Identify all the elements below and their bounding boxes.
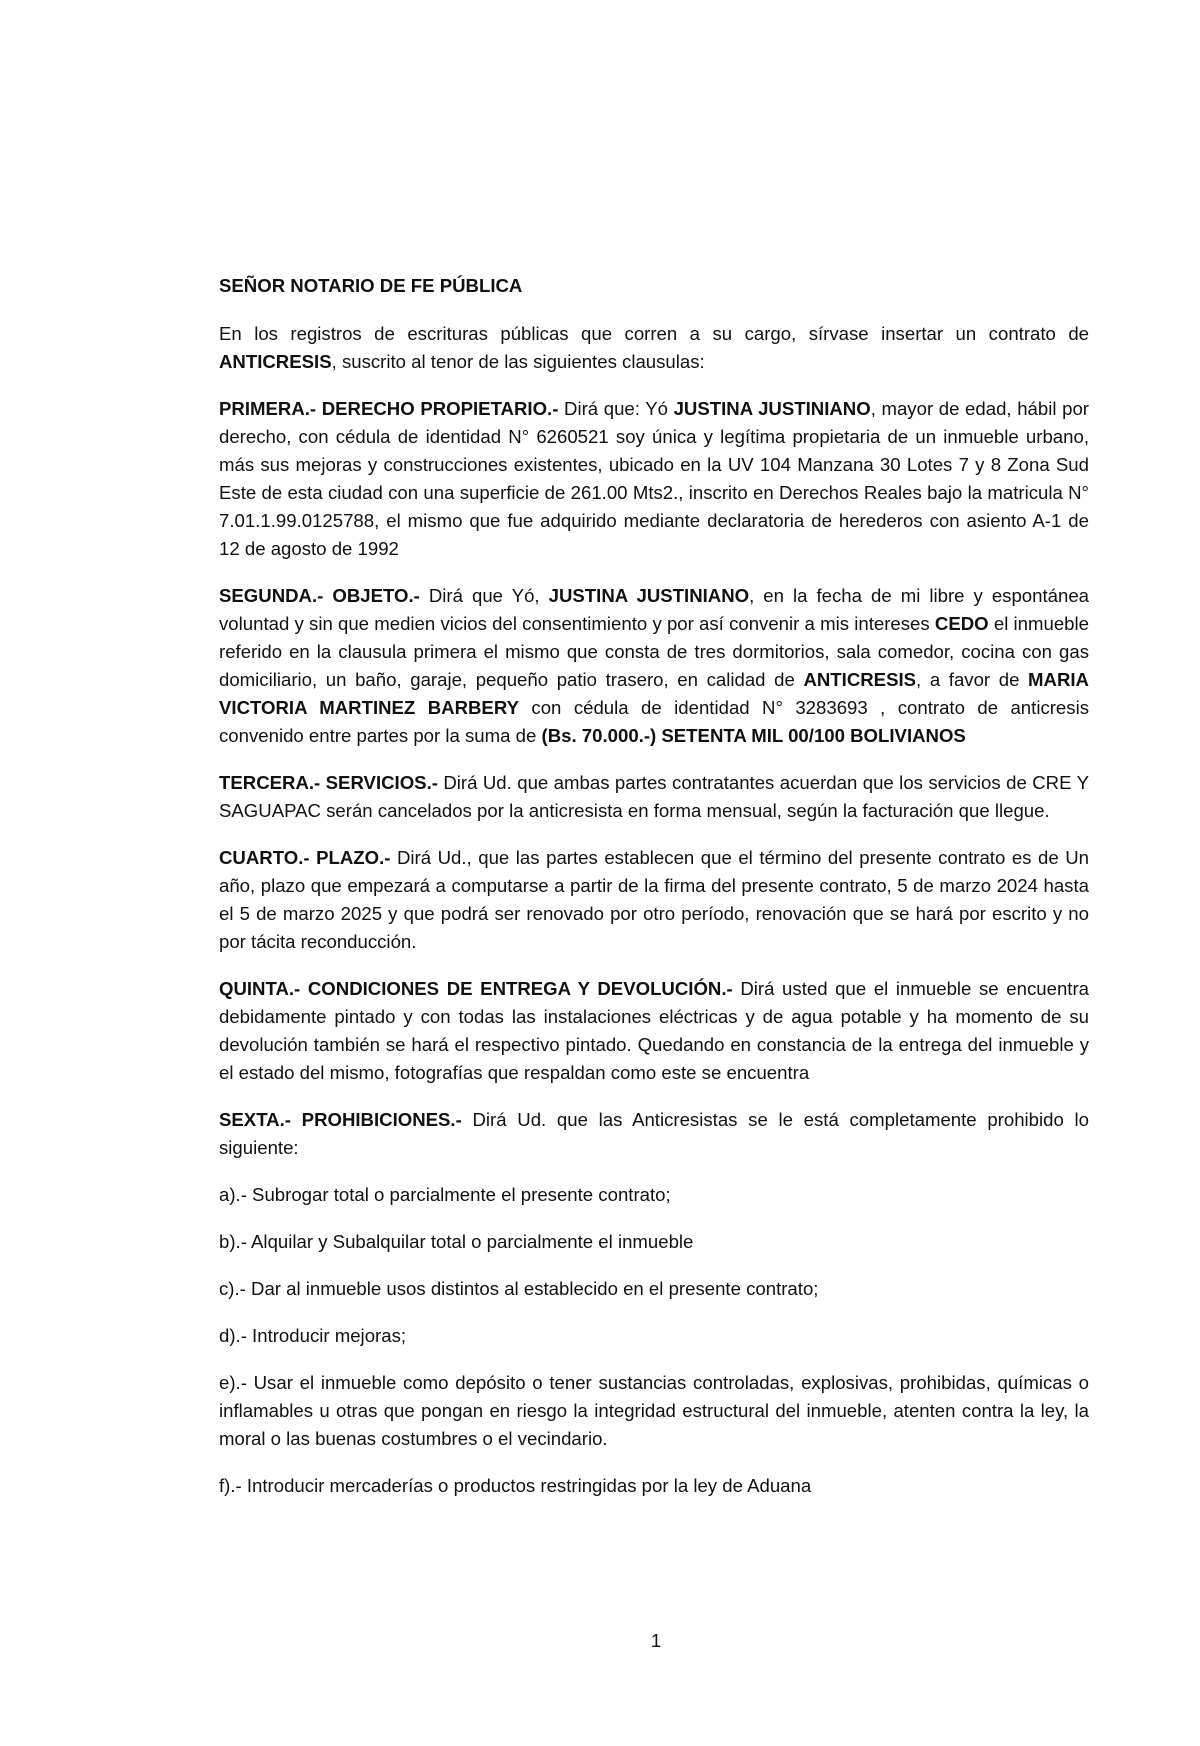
intro-contract-type: ANTICRESIS: [219, 351, 332, 372]
page-number: 1: [650, 1630, 662, 1651]
clause-segunda-title: SEGUNDA.- OBJETO.-: [219, 585, 420, 606]
clause-quinta-title: QUINTA.- CONDICIONES DE ENTREGA Y DEVOLUCIÓN.-: [219, 978, 733, 999]
prohibition-item: d).- Introducir mejoras;: [219, 1325, 407, 1346]
intro-paragraph: [219, 320, 1089, 376]
prohibition-item: c).- Dar al inmueble usos distintos al establecido en el presente contrato;: [219, 1278, 819, 1299]
clause-sexta-title: SEXTA.- PROHIBICIONES.-: [219, 1109, 462, 1130]
clause-segunda: [219, 582, 1089, 750]
clause-primera-body: , mayor de edad, hábil por derecho, con cédula de identidad N° 6260521 soy única y legítima propietaria de un inmueble urbano, más sus mejoras y construcciones existentes, ubicado en la UV 104 Manzana 30 Lotes 7 y 8 Zona Sud Este de esta ciudad con una superficie de 261.00 Mts2., inscrito en Derechos Reales bajo la matricula N° 7.01.1.99.0125788, el mismo que fue adquirido mediante declaratoria de herederos con asiento A-1 de 12 de agosto de 1992: [219, 398, 1089, 559]
clause-primera: [219, 395, 1089, 563]
clause-segunda-text: el inmueble referido en la clausula primera el mismo que consta de tres dormitorios, sala comedor, cocina con gas domiciliario, un baño, garaje, pequeño patio trasero, en calidad de: [219, 613, 1089, 690]
clause-cuarto-title: CUARTO.- PLAZO.-: [219, 847, 391, 868]
intro-text-end: , suscrito al tenor de las siguientes clausulas:: [331, 351, 705, 372]
clause-segunda-text: , a favor de: [916, 669, 1029, 690]
clause-tercera-text: Dirá Ud. que ambas partes contratantes acuerdan que los servicios de CRE Y SAGUAPAC serán cancelados por la anticresista en forma mensual, según la facturación que llegue.: [219, 772, 1089, 821]
beneficiary-name: MARIA VICTORIA MARTINEZ BARBERY: [219, 669, 1089, 718]
cedo-term: CEDO: [934, 613, 989, 634]
intro-text: En los registros de escrituras públicas que corren a su cargo, sírvase insertar un contrato de: [219, 323, 1089, 344]
contract-type: ANTICRESIS: [803, 669, 917, 690]
owner-name: JUSTINA JUSTINIANO: [673, 398, 871, 419]
clause-quinta: [219, 975, 1089, 1087]
prohibition-item: a).- Subrogar total o parcialmente el presente contrato;: [219, 1184, 671, 1205]
document-body: [219, 272, 1089, 1519]
clause-tercera-title: TERCERA.- SERVICIOS.-: [219, 772, 438, 793]
prohibition-item: e).- Usar el inmueble como depósito o tener sustancias controladas, explosivas, prohibidas, químicas o inflamables u otras que pongan en riesgo la integridad estructural del inmueble, atenten contra la ley, la moral o las buenas costumbres o el vecindario.: [219, 1372, 1089, 1449]
clause-quinta-text: Dirá usted que el inmueble se encuentra debidamente pintado y con todas las instalaciones eléctricas y de agua potable y ha momento de su devolución también se hará el respectivo pintado. Quedando en constancia de la entrega del inmueble y el estado del mismo, fotografías que respaldan como este se encuentra: [219, 978, 1089, 1083]
clause-segunda-text: Dirá que Yó,: [419, 585, 549, 606]
clause-segunda-text: con cédula de identidad N° 3283693 , contrato de anticresis convenido entre partes por la suma de: [219, 697, 1090, 746]
clause-tercera: [219, 769, 1089, 825]
owner-name: JUSTINA JUSTINIANO: [548, 585, 750, 606]
clause-segunda-text: , en la fecha de mi libre y espontánea voluntad y sin que medien vicios del consentimiento y por así convenir a mis intereses: [219, 585, 1090, 634]
clause-cuarto: [219, 844, 1089, 956]
clause-primera-text: Dirá que: Yó: [558, 398, 674, 419]
clause-sexta-text: Dirá Ud. que las Anticresistas se le está completamente prohibido lo siguiente:: [219, 1109, 1089, 1158]
prohibition-item: f).- Introducir mercaderías o productos restringidas por la ley de Aduana: [219, 1475, 812, 1496]
clause-sexta: [219, 1106, 1089, 1162]
prohibition-item: b).- Alquilar y Subalquilar total o parcialmente el inmueble: [219, 1231, 694, 1252]
clause-primera-title: PRIMERA.- DERECHO PROPIETARIO.-: [219, 398, 559, 419]
contract-amount: (Bs. 70.000.-) SETENTA MIL 00/100 BOLIVIANOS: [541, 725, 966, 746]
clause-cuarto-text: Dirá Ud., que las partes establecen que el término del presente contrato es de Un año, plazo que empezará a computarse a partir de la firma del presente contrato, 5 de marzo 2024 hasta el 5 de marzo 2025 y que podrá ser renovado por otro período, renovación que se hará por escrito y no por tácita reconducción.: [219, 847, 1089, 952]
document-heading: SEÑOR NOTARIO DE FE PÚBLICA: [219, 275, 523, 296]
